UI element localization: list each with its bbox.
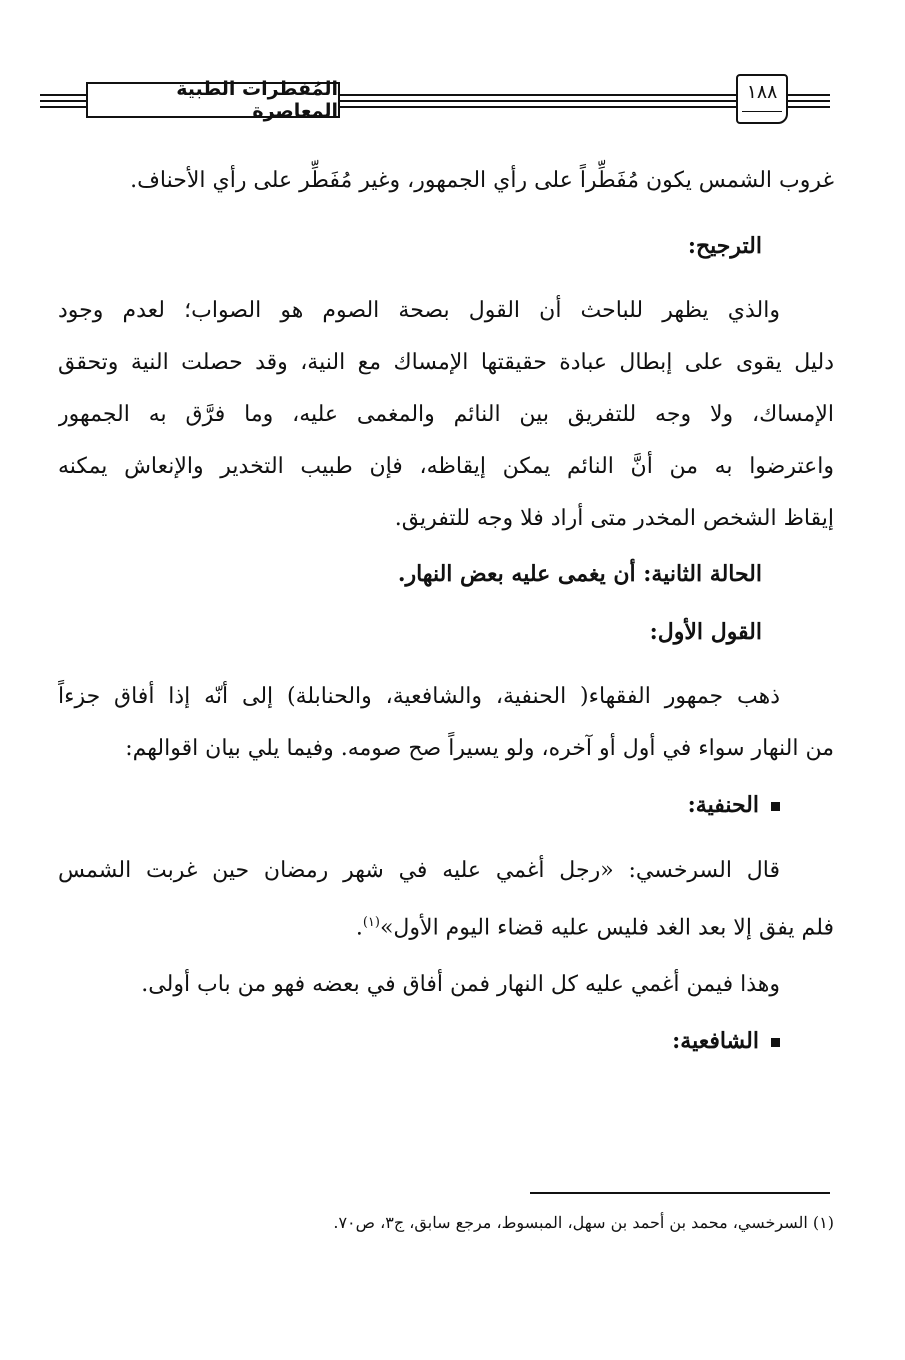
body-line-with-footnote: [58, 897, 834, 949]
body-line: قال السرخسي: «رجل أغمي عليه في شهر رمضان حين غربت الشمس: [58, 858, 780, 883]
body-line: وهذا فيمن أغمي عليه كل النهار فمن أفاق في بعضه فهو من باب أولى.: [141, 972, 780, 997]
section-heading-first-opinion: القول الأول:: [649, 619, 762, 645]
body-text: فلم يفق إلا بعد الغد فليس عليه قضاء اليوم الأول»: [379, 915, 834, 941]
body-line: دليل يقوى على إبطال عبادة حقيقتها الإمساك مع النية، وقد حصلت النية وتحقق: [58, 350, 834, 375]
header-rule: [40, 100, 86, 102]
footnote-separator: [530, 1192, 830, 1194]
bullet-heading-shafiiyya: [58, 1011, 834, 1071]
header-rule: [40, 106, 86, 108]
body-line: ذهب جمهور الفقهاء( الحنفية، والشافعية، والحنابلة) إلى أنّه إذا أفاق جزءاً: [58, 684, 780, 709]
body-line: إيقاظ الشخص المخدر متى أراد فلا وجه للتفريق.: [394, 506, 834, 531]
square-bullet-icon: [771, 1038, 780, 1047]
book-title: المُفطرات الطبية المعاصرة: [86, 82, 340, 118]
page-number: ١٨٨: [746, 81, 778, 103]
header-rule: [788, 100, 830, 102]
body-line: الإمساك، ولا وجه للتفريق بين النائم والمغمى عليه، وما فرَّق به الجمهور: [58, 402, 834, 427]
body-text: .: [355, 915, 363, 941]
running-header: [40, 70, 840, 130]
header-rule: [788, 94, 830, 96]
section-heading-tarjih: الترجيح:: [687, 233, 762, 259]
bullet-label: الشافعية:: [672, 1028, 759, 1054]
body-line: من النهار سواء في أول أو آخره، ولو يسيراً صح صومه. وفيما يلي بيان اقوالهم:: [125, 736, 834, 761]
body-line: واعترضوا به من أنَّ النائم يمكن إيقاظه، فإن طبيب التخدير والإنعاش يمكنه: [58, 454, 834, 479]
square-bullet-icon: [771, 802, 780, 811]
body-line: غروب الشمس يكون مُفَطِّراً على رأي الجمهور، وغير مُفَطِّر على رأي الأحناف.: [130, 168, 834, 193]
page-body: [58, 155, 834, 1071]
body-line: والذي يظهر للباحث أن القول بصحة الصوم هو الصواب؛ لعدم وجود: [58, 298, 780, 323]
header-rule: [340, 100, 736, 102]
bullet-heading-hanafiyya: [58, 775, 834, 835]
header-rule: [788, 106, 830, 108]
section-heading-case-two: الحالة الثانية: أن يغمى عليه بعض النهار.: [397, 561, 762, 587]
footnote-reference: (١): [362, 915, 380, 930]
header-rule: [340, 94, 736, 96]
footnote: (١) السرخسي، محمد بن أحمد بن سهل، المبسوط، مرجع سابق، ج٣، ص٧٠.: [333, 1213, 834, 1232]
bullet-label: الحنفية:: [687, 792, 759, 818]
page-number-scroll: [736, 74, 788, 124]
header-rule: [40, 94, 86, 96]
header-rule: [340, 106, 736, 108]
